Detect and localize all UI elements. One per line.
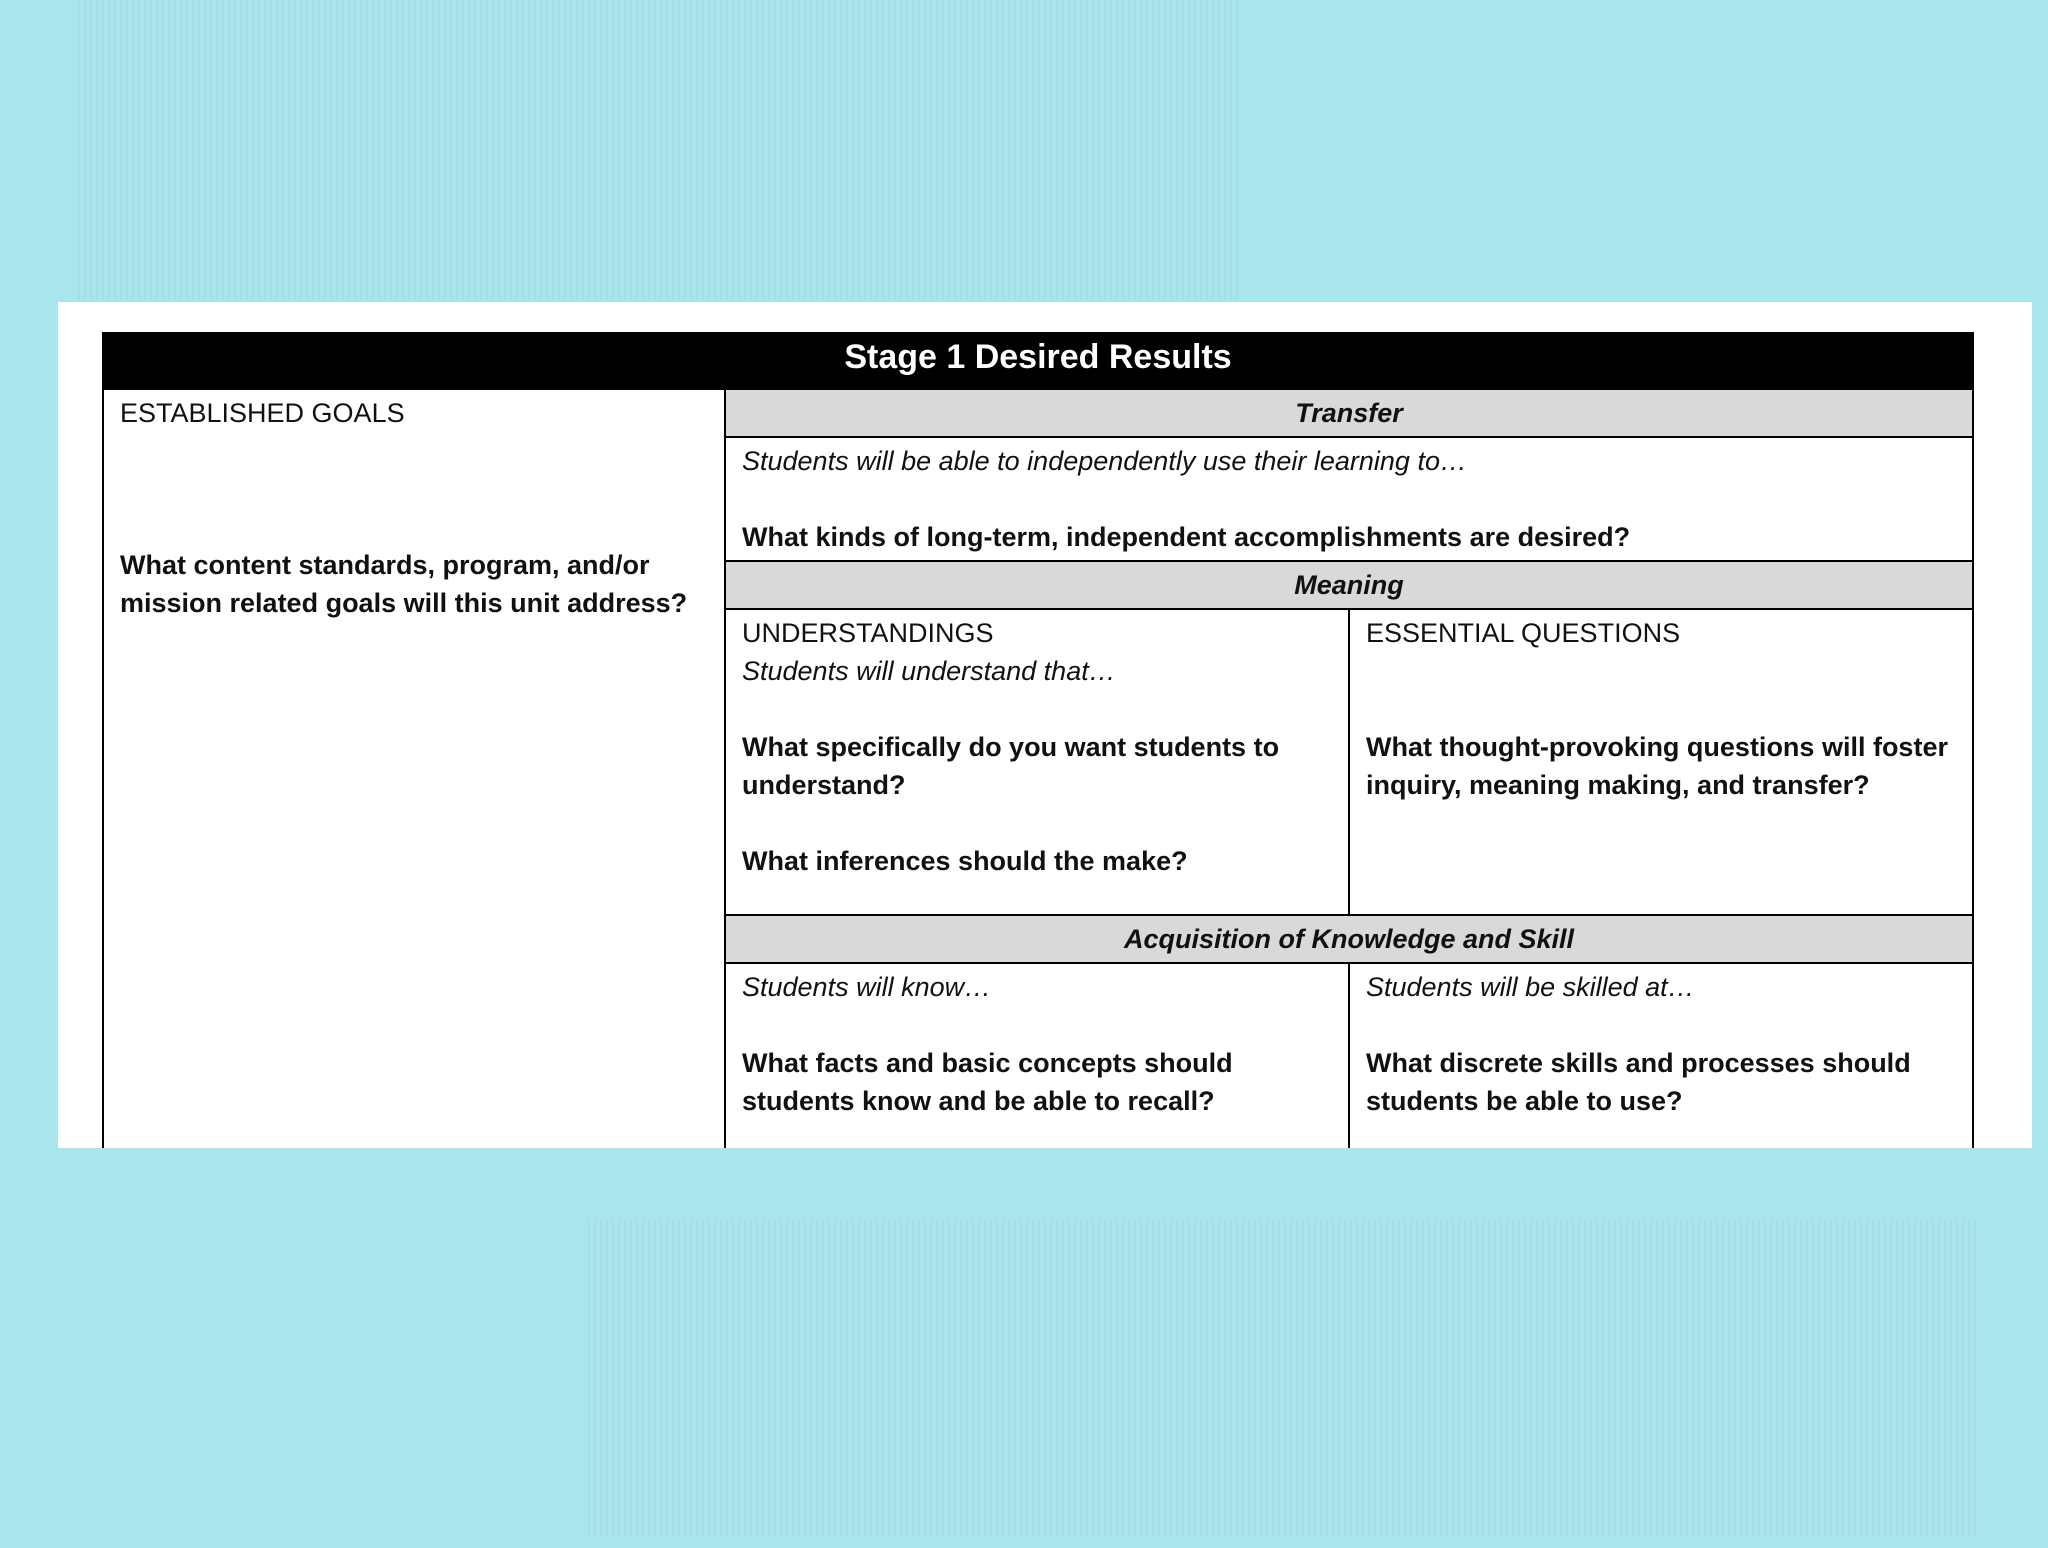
acquisition-header: Acquisition of Knowledge and Skill [725, 915, 1973, 963]
understandings-label: UNDERSTANDINGS [742, 618, 994, 648]
inferences-question: What inferences should the make? [742, 846, 1188, 876]
understandings-prompt: Students will understand that… [742, 656, 1116, 686]
transfer-prompt: Students will be able to independently use their learning to… [742, 446, 1467, 476]
stage1-template-table [102, 332, 1974, 1194]
essential-questions-question: What thought-provoking questions will foster inquiry, meaning making, and transfer? [1366, 732, 1948, 800]
understandings-question: What specifically do you want students to understand? [742, 732, 1280, 800]
skilled-question: What discrete skills and processes should students be able to use? [1366, 1048, 1911, 1116]
established-goals-label: ESTABLISHED GOALS [120, 398, 405, 428]
transfer-cell [725, 437, 1973, 561]
transfer-question: What kinds of long-term, independent accomplishments are desired? [742, 522, 1631, 552]
background-texture-top [78, 0, 1238, 300]
transfer-header: Transfer [725, 389, 1973, 437]
goals-question: What content standards, program, and/or mission related goals will this unit address? [120, 550, 688, 618]
skilled-prompt: Students will be skilled at… [1366, 972, 1695, 1002]
established-goals-cell [103, 389, 725, 1193]
essential-questions-label: ESSENTIAL QUESTIONS [1366, 618, 1681, 648]
know-prompt: Students will know… [742, 972, 992, 1002]
page-title: Stage 1 Desired Results [103, 333, 1973, 389]
essential-questions-cell [1349, 609, 1973, 915]
know-question: What facts and basic concepts should students know and be able to recall? [742, 1048, 1233, 1116]
background-texture-bottom-overlay [588, 1220, 1980, 1536]
understandings-cell [725, 609, 1349, 915]
meaning-header: Meaning [725, 561, 1973, 609]
